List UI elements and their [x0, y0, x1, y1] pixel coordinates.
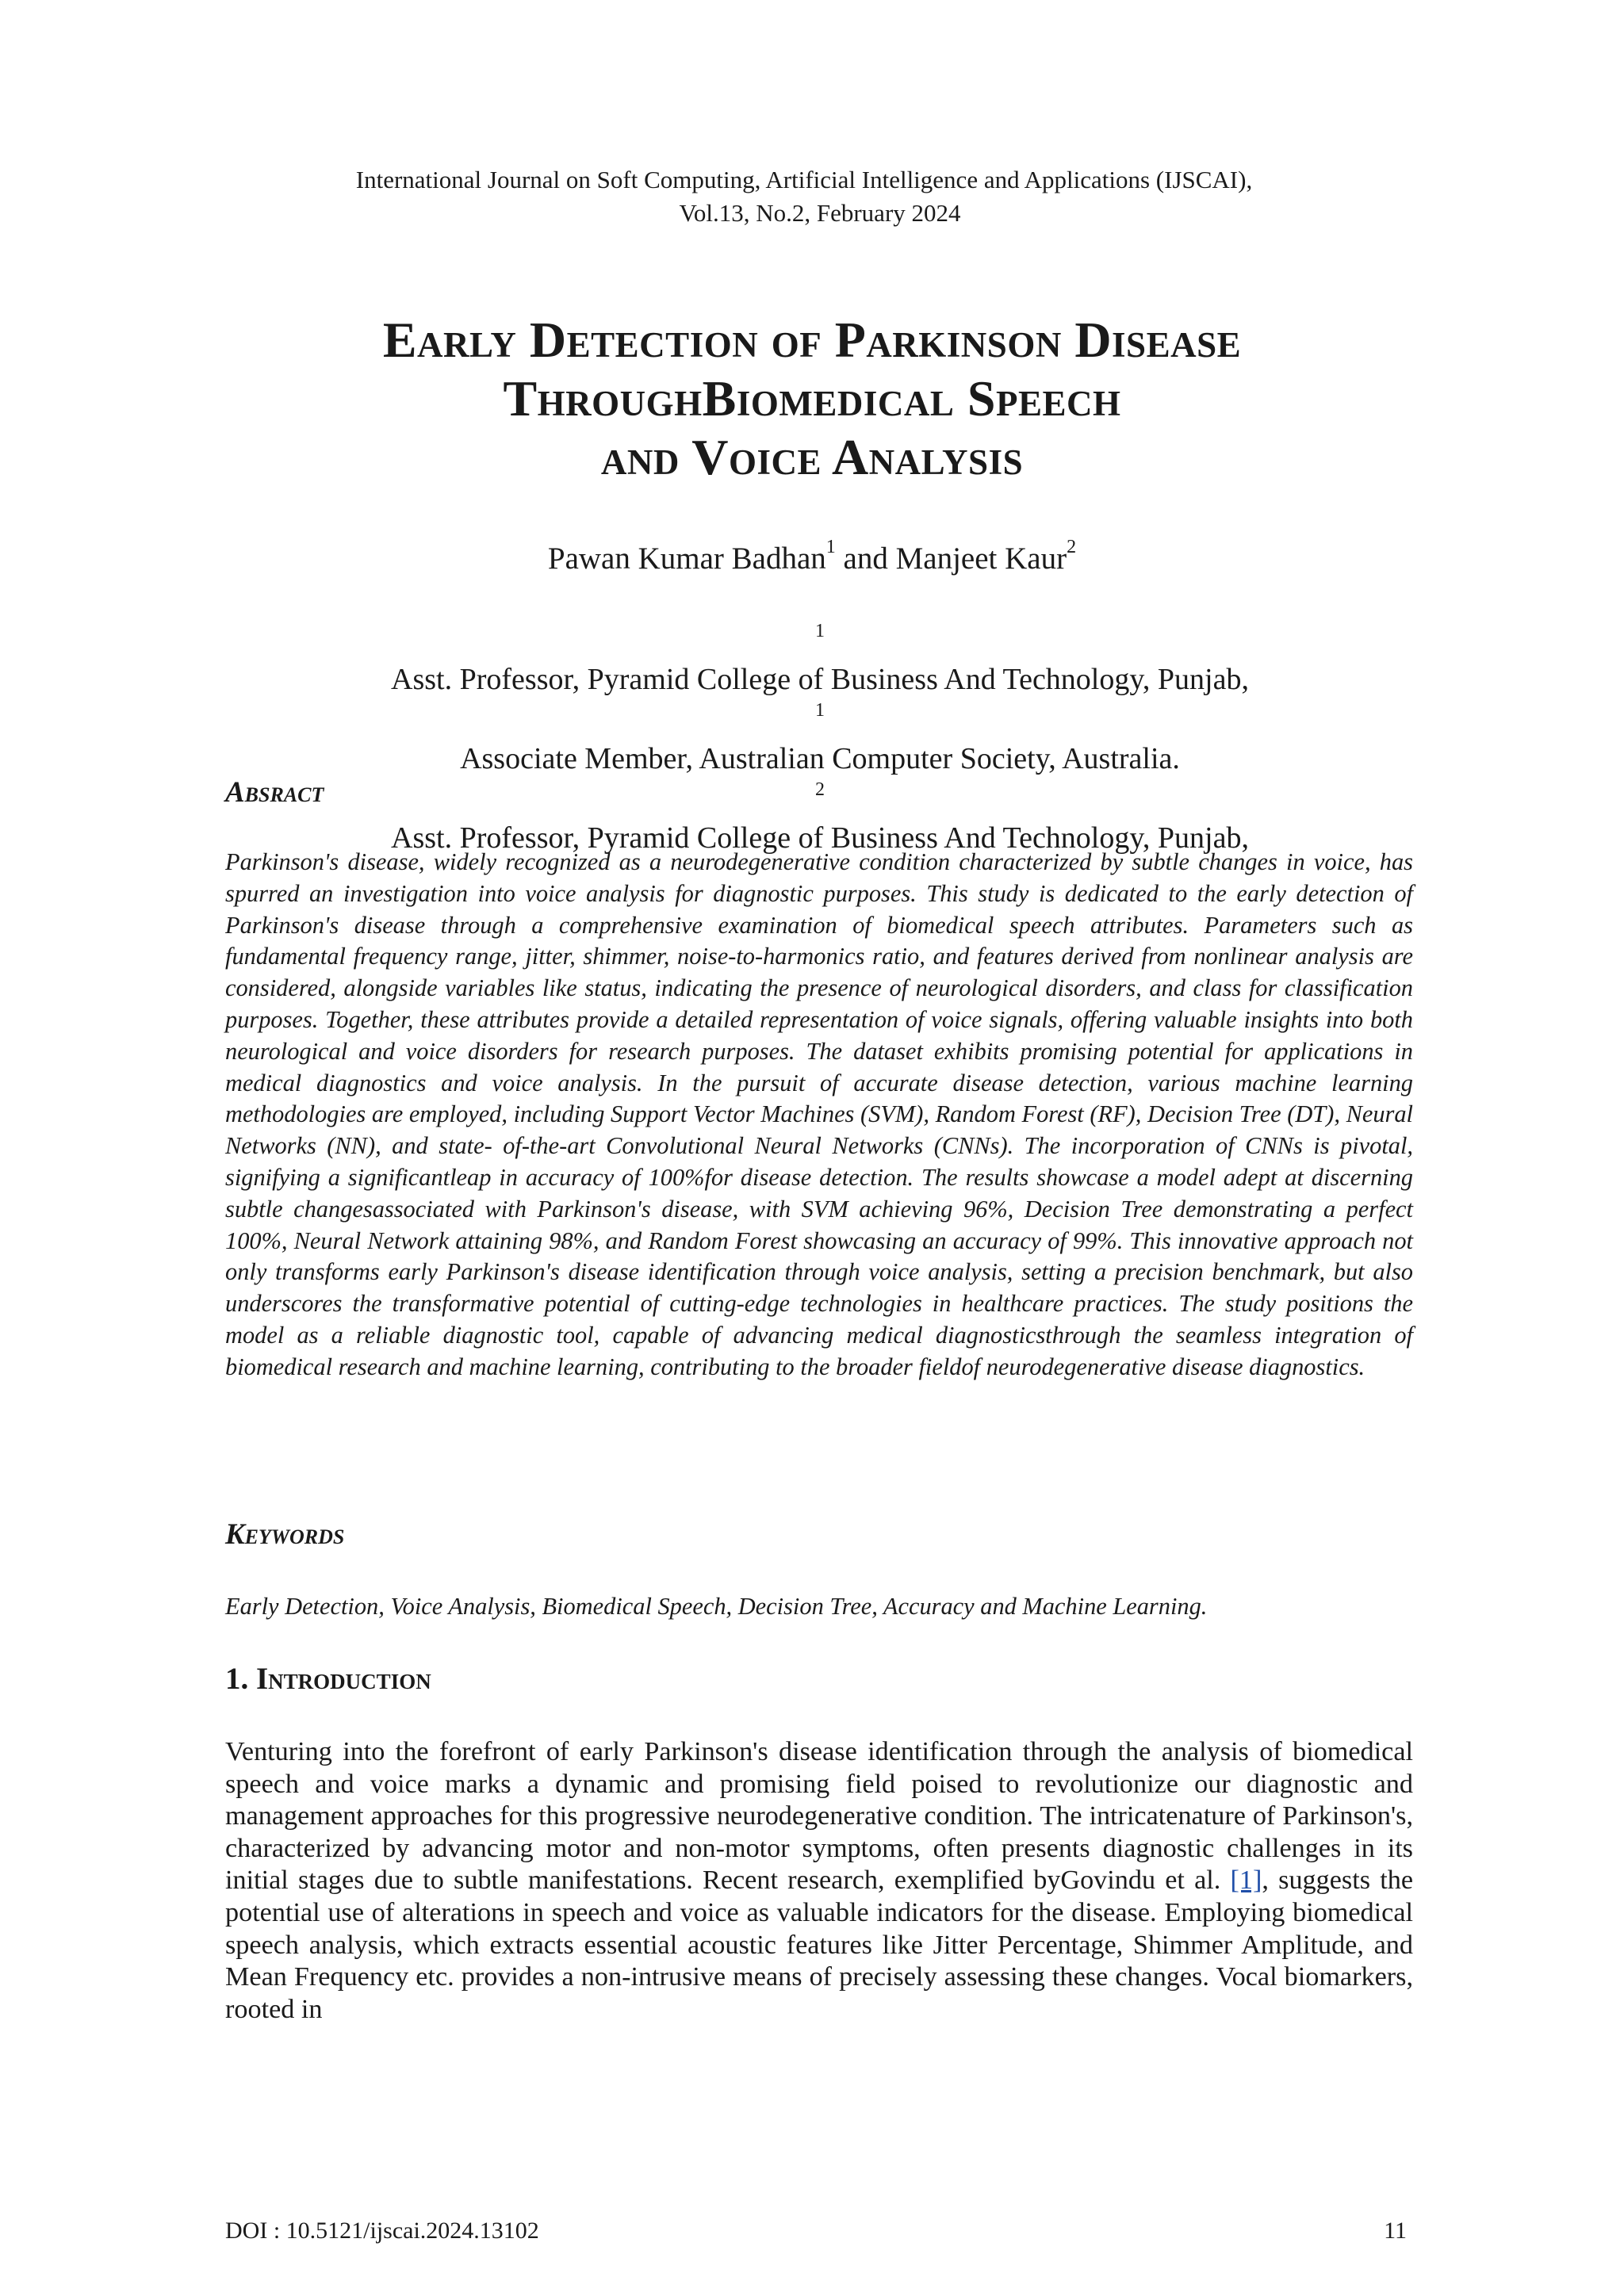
- keywords-heading: Keywords: [225, 1518, 345, 1551]
- author-connector: and Manjeet Kaur: [835, 541, 1067, 576]
- title-line-2: ThroughBiomedical Speech: [503, 370, 1121, 427]
- affiliations: [0, 620, 1624, 858]
- affiliation-1-mark: 1: [815, 621, 825, 641]
- author-1-affiliation-mark: 1: [825, 537, 836, 557]
- introduction-text-part-1: Venturing into the forefront of early Parkinson's disease identification through the analysis of biomedical speech and voice marks a dynamic and promising field poised to revolutionize our diagnostic and management approaches for this progressive neurodegenerative condition. The intricatenature of Parkinson's, characterized by advancing motor and non-motor symptoms, often presents diagnostic challenges in its initial stages due to subtle manifestations. Recent research, exemplified byGovindu et al.: [225, 1737, 1413, 1896]
- journal-header: [0, 163, 1624, 230]
- reference-link-1[interactable]: [1]: [1230, 1866, 1262, 1896]
- paper-title: [0, 311, 1624, 487]
- page-number: 11: [1384, 2218, 1407, 2244]
- affiliation-2: [0, 699, 1624, 779]
- affiliation-2-mark: 1: [815, 700, 825, 721]
- title-line-3: and Voice Analysis: [600, 429, 1024, 485]
- abstract-heading: Absract: [225, 776, 324, 809]
- author-1-name: Pawan Kumar Badhan: [547, 541, 826, 576]
- abstract-text: Parkinson's disease, widely recognized as a neurodegenerative condition characterized by subtle changes in voice, has spurred an investigation into voice analysis for diagnostic purposes. This study is dedicated to the early detection of Parkinson's disease through a comprehensive examination of biomedical speech attributes. Parameters such as fundamental frequency range, jitter, shimmer, noise-to-harmonics ratio, and features derived from nonlinear analysis are considered, alongside variables like status, indicating the presence of neurological disorders, and class for classification purposes. Together, these attributes provide a detailed representation of voice signals, offering valuable insights into both neurological and voice disorders for research purposes. The dataset exhibits promising potential for applications in medical diagnostics and voice analysis. In the pursuit of accurate disease detection, various machine learning methodologies are employed, including Support Vector Machines (SVM), Random Forest (RF), Decision Tree (DT), Neural Networks (NN), and state- of-the-art Convolutional Neural Networks (CNNs). The incorporation of CNNs is pivotal, signifying a significantleap in accuracy of 100%for disease detection. The results showcase a model adept at discerning subtle changesassociated with Parkinson's disease, with SVM achieving 96%, Decision Tree demonstrating a perfect 100%, Neural Network attaining 98%, and Random Forest showcasing an accuracy of 99%. This innovative approach not only transforms early Parkinson's disease identification through voice analysis, setting a precision benchmark, but also underscores the transformative potential of cutting-edge technologies in healthcare practices. The study positions the model as a reliable diagnostic tool, capable of advancing medical diagnosticsthrough the seamless integration of biomedical research and machine learning, contributing to the broader fieldof neurodegenerative disease diagnostics.: [225, 848, 1413, 1380]
- affiliation-1-text: Asst. Professor, Pyramid College of Business And Technology, Punjab,: [391, 663, 1249, 696]
- introduction-heading: 1. Introduction: [225, 1662, 431, 1696]
- author-list: [0, 539, 1624, 579]
- title-line-1: Early Detection of Parkinson Disease: [382, 312, 1242, 368]
- journal-name: International Journal on Soft Computing, Artificial Intelligence and Applications (IJSCAI),: [355, 166, 1253, 193]
- affiliation-1: [0, 620, 1624, 699]
- affiliation-2-text: Associate Member, Australian Computer Society, Australia.: [460, 742, 1180, 775]
- journal-volume: Vol.13, No.2, February 2024: [679, 199, 961, 227]
- affiliation-3-text: Asst. Professor, Pyramid College of Business And Technology, Punjab,: [391, 821, 1249, 855]
- introduction-text: [225, 1736, 1413, 2026]
- introduction-text-part-2: , suggests the potential use of alterations in speech and voice as valuable indicators for the disease. Employing biomedical speech analysis, which extracts essential acoustic features like Jitter Percentage, Shimmer Amplitude, and Mean Frequency etc. provides a non-intrusive means of precisely assessing these changes. Vocal biomarkers, rooted in: [225, 1866, 1413, 2024]
- affiliation-3-mark: 2: [815, 779, 825, 800]
- keywords-text: Early Detection, Voice Analysis, Biomedical Speech, Decision Tree, Accuracy and Machine Learning.: [225, 1593, 1208, 1620]
- author-2-affiliation-mark: 2: [1067, 537, 1077, 557]
- footer-doi: DOI : 10.5121/ijscai.2024.13102: [225, 2218, 539, 2244]
